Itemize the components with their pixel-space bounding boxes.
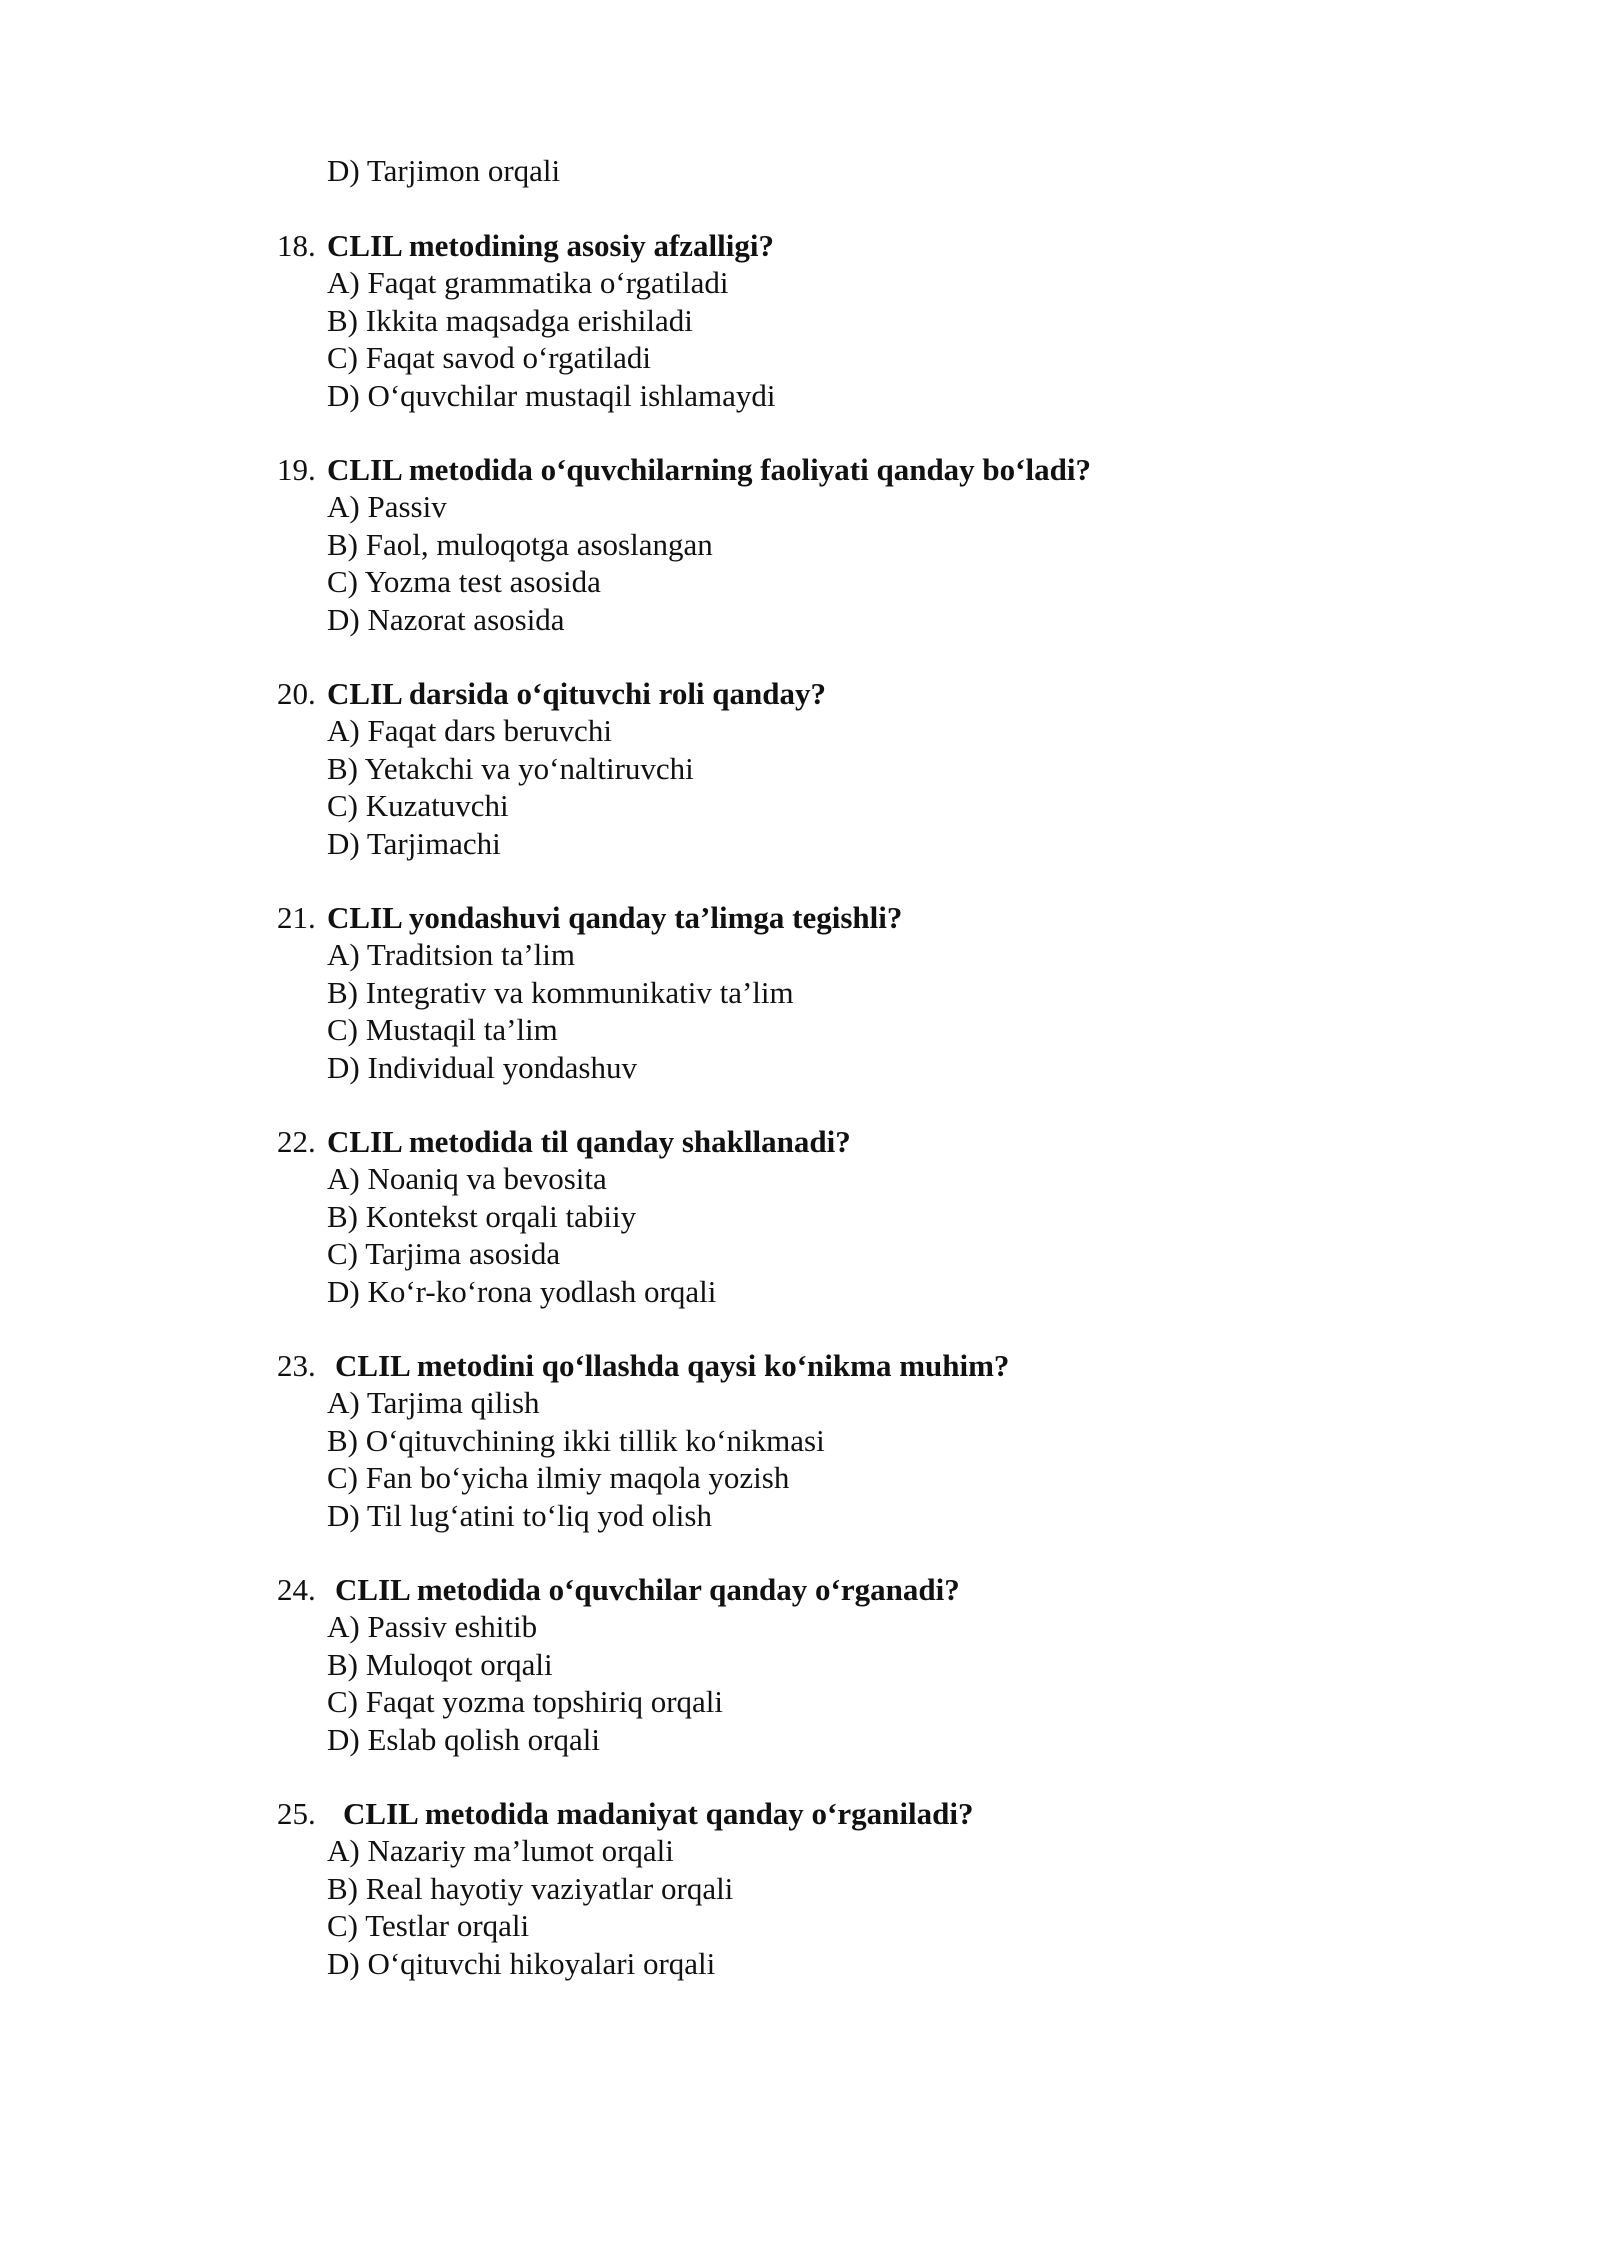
answer-option: B) Faol, muloqotga asoslangan (327, 526, 713, 562)
question-text: CLIL metodida o‘quvchilarning faoliyati qanday bo‘ladi? (327, 452, 1091, 487)
answer-option: D) Til lug‘atini to‘liq yod olish (327, 1497, 712, 1533)
question-heading (277, 451, 1527, 488)
answer-option: D) O‘qituvchi hikoyalari orqali (327, 1945, 716, 1981)
question-number: 19. (277, 452, 316, 487)
answer-option: A) Traditsion ta’lim (327, 937, 576, 973)
answer-option: A) Nazariy ma’lumot orqali (327, 1833, 674, 1869)
answer-option: A) Noaniq va bevosita (327, 1161, 607, 1197)
question-text: CLIL metodida madaniyat qanday o‘rganiladi? (343, 1796, 974, 1831)
question-heading (277, 227, 1527, 264)
question-item (277, 899, 1527, 1123)
question-number: 18. (277, 228, 316, 263)
answer-option: D) Eslab qolish orqali (327, 1721, 600, 1757)
answer-option: B) Muloqot orqali (327, 1646, 553, 1682)
answer-option: C) Mustaqil ta’lim (327, 1012, 558, 1048)
question-heading (277, 1347, 1527, 1384)
previous-question-option: D) Tarjimon orqali (327, 153, 561, 188)
question-item (277, 675, 1527, 899)
answer-option: C) Yozma test asosida (327, 564, 601, 600)
question-text: CLIL metodini qo‘llashda qaysi ko‘nikma muhim? (335, 1348, 1010, 1383)
question-heading (277, 675, 1527, 712)
answer-option: C) Fan bo‘yicha ilmiy maqola yozish (327, 1460, 790, 1496)
answer-option: C) Faqat yozma topshiriq orqali (327, 1684, 724, 1720)
question-text: CLIL metodining asosiy afzalligi? (327, 228, 774, 263)
question-number: 21. (277, 900, 316, 935)
question-heading (277, 1571, 1527, 1608)
answer-option: D) Individual yondashuv (327, 1049, 637, 1085)
question-text: CLIL yondashuvi qanday ta’limga tegishli? (327, 900, 903, 935)
question-number: 22. (277, 1124, 316, 1159)
question-item (277, 227, 1527, 451)
answer-option: C) Kuzatuvchi (327, 788, 509, 824)
question-item (277, 1571, 1527, 1795)
question-number: 20. (277, 676, 316, 711)
answer-option: B) Real hayotiy vaziyatlar orqali (327, 1870, 734, 1906)
answer-option: C) Faqat savod o‘rgatiladi (327, 340, 652, 376)
answer-option: A) Tarjima qilish (327, 1385, 540, 1421)
answer-option: D) Ko‘r-ko‘rona yodlash orqali (327, 1273, 717, 1309)
answer-option: D) Nazorat asosida (327, 601, 565, 637)
answer-option: A) Passiv (327, 489, 447, 525)
question-text: CLIL metodida o‘quvchilar qanday o‘rganadi? (335, 1572, 960, 1607)
answer-option: D) Tarjimachi (327, 825, 501, 861)
question-item (277, 451, 1527, 675)
answer-option: B) Yetakchi va yo‘naltiruvchi (327, 750, 694, 786)
answer-option: B) Kontekst orqali tabiiy (327, 1198, 637, 1234)
question-list (277, 227, 1527, 2019)
question-number: 23. (277, 1348, 316, 1383)
answer-option: D) O‘quvchilar mustaqil ishlamaydi (327, 377, 776, 413)
question-text: CLIL metodida til qanday shakllanadi? (327, 1124, 851, 1159)
question-number: 24. (277, 1572, 316, 1607)
answer-option: A) Faqat grammatika o‘rgatiladi (327, 265, 729, 301)
answer-option: B) Ikkita maqsadga erishiladi (327, 302, 693, 338)
question-item (277, 1123, 1527, 1347)
answer-option: B) Integrativ va kommunikativ ta’lim (327, 974, 794, 1010)
answer-option: C) Testlar orqali (327, 1908, 530, 1944)
question-heading (277, 1795, 1527, 1832)
question-number: 25. (277, 1796, 316, 1831)
question-item (277, 1795, 1527, 2019)
question-heading (277, 899, 1527, 936)
question-item (277, 1347, 1527, 1571)
answer-option: B) O‘qituvchining ikki tillik ko‘nikmasi (327, 1422, 825, 1458)
answer-option: C) Tarjima asosida (327, 1236, 561, 1272)
question-text: CLIL darsida o‘qituvchi roli qanday? (327, 676, 827, 711)
question-heading (277, 1123, 1527, 1160)
answer-option: A) Faqat dars beruvchi (327, 713, 612, 749)
answer-option: A) Passiv eshitib (327, 1609, 538, 1645)
